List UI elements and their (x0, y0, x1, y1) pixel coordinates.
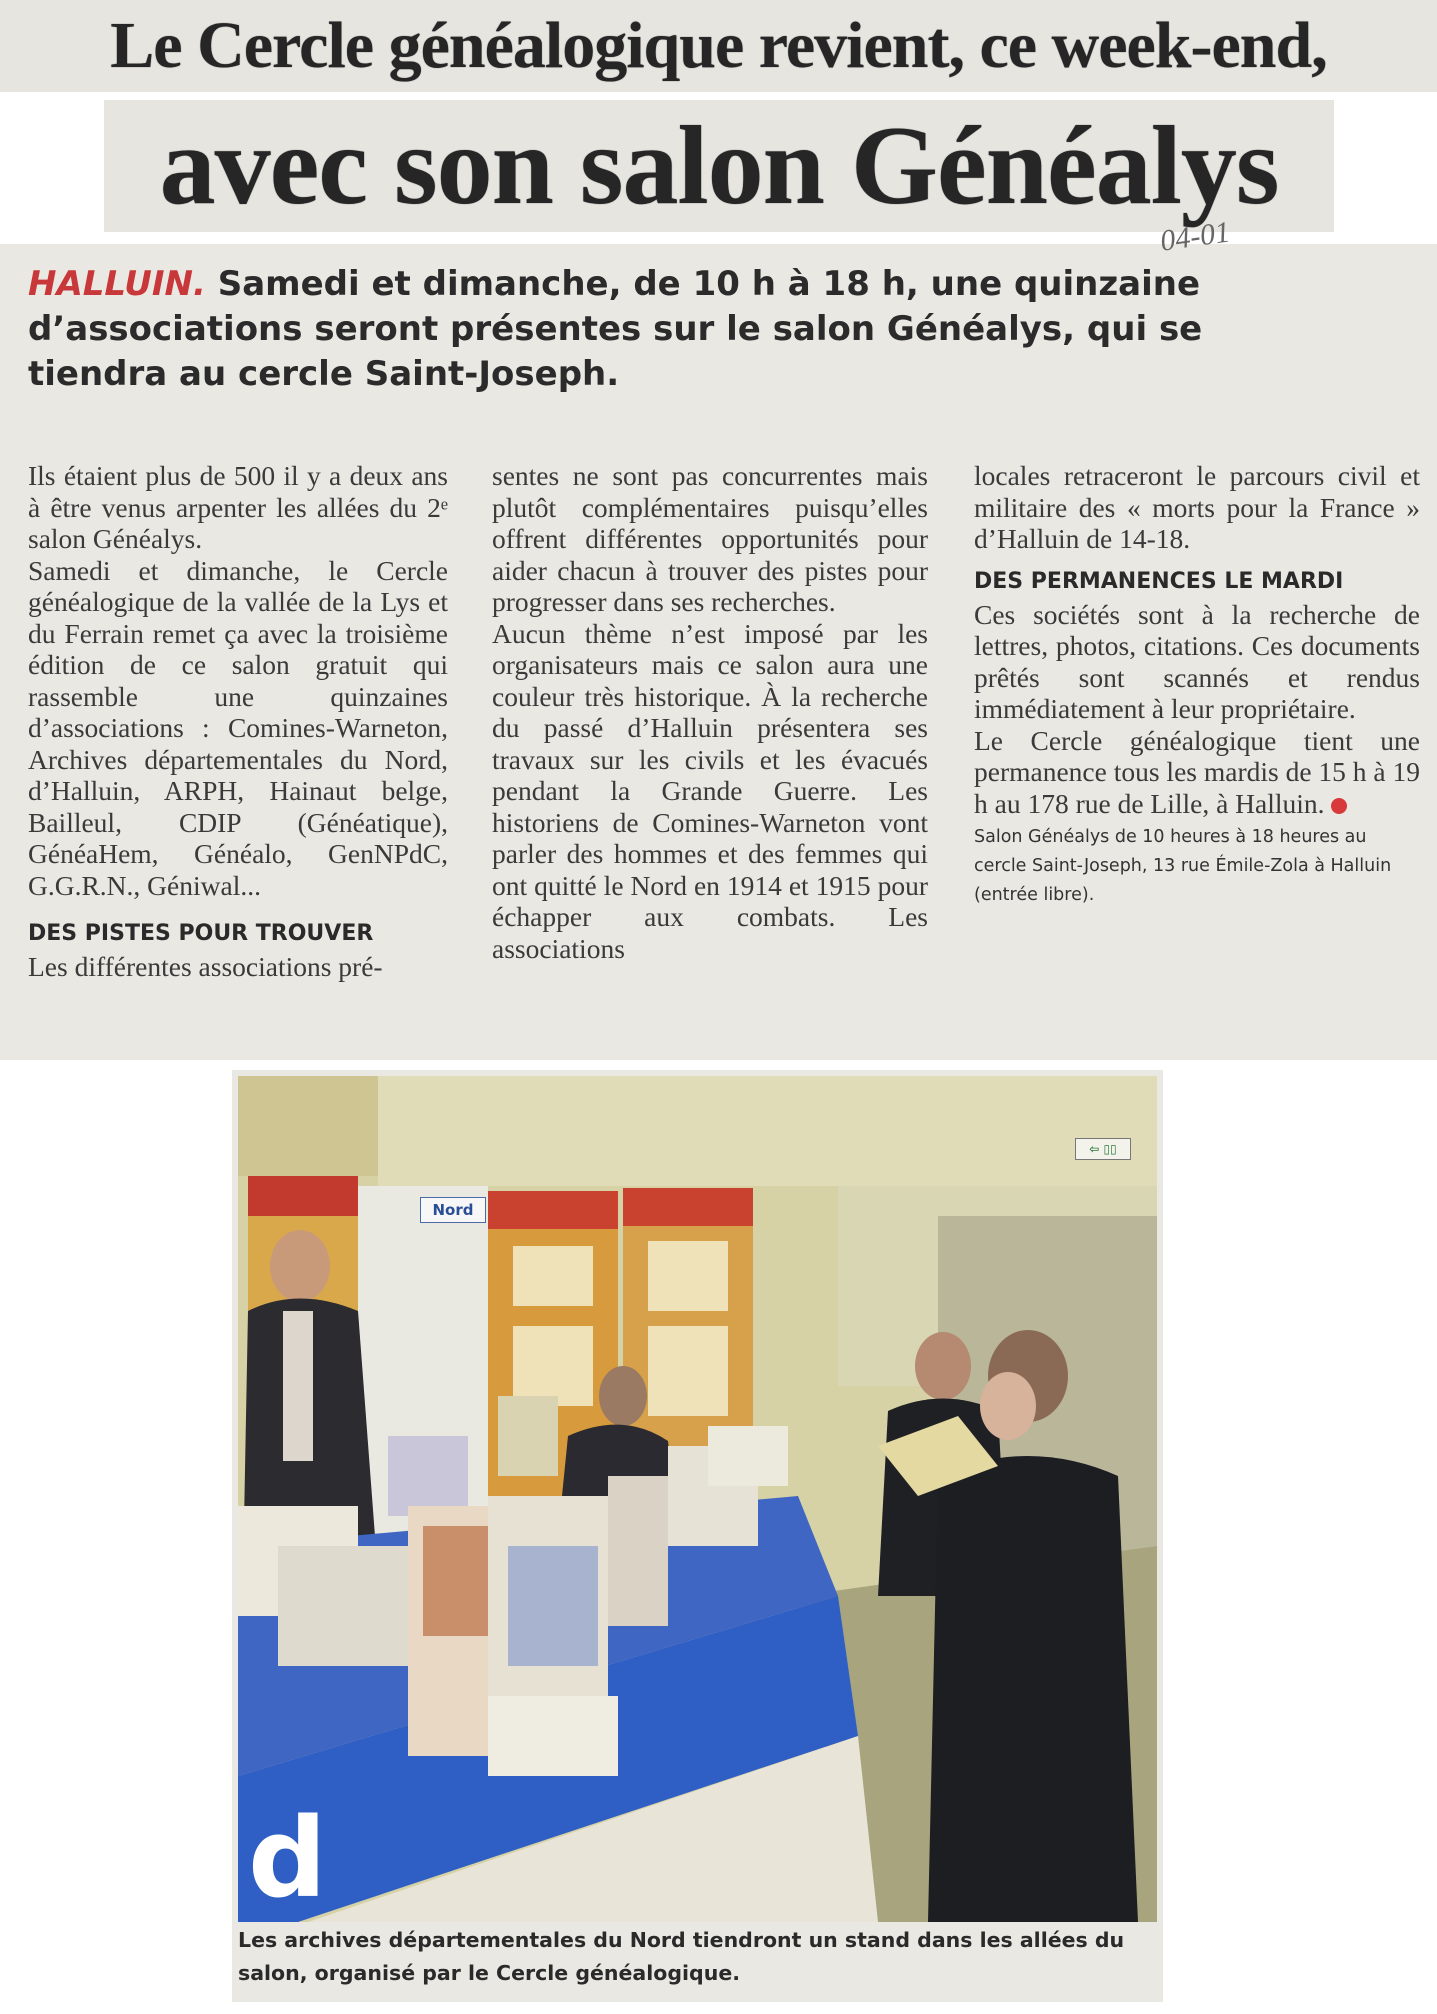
nord-panel-label: Nord (420, 1197, 486, 1223)
practical-info: Salon Généalys de 10 heures à 18 heures au cercle Saint-Joseph, 13 rue Émile-Zola à Halluin (entrée libre). (974, 827, 1392, 905)
paragraph: sentes ne sont pas concurrentes mais plutôt complémentaires puisqu’elles offrent différentes opportunités pour aider chacun à trouver des pistes pour progresser dans ses recherches. (492, 460, 928, 617)
lead-text: Samedi et dimanche, de 10 h à 18 h, une quinzaine d’associations seront présentes sur le salon Généalys, qui se tiendra au cercle Saint-Joseph. (28, 264, 1203, 394)
paragraph: Ils étaient plus de 500 il y a deux ans à être venus arpenter les allées du 2ᵉ salon Généalys. (28, 460, 448, 554)
paragraph: Samedi et dimanche, le Cercle généalogique de la vallée de la Lys et du Ferrain remet ça avec la troisième édition de ce salon gratuit qui rassemble une quinzaines d’associations : Comines-Warneton, Archives départementales du Nord, d’Halluin, ARPH, Hainaut belge, Bailleul, CDIP (Généatique), GénéaHem, Généalo, GenNPdC, G.G.R.N., Géniwal... (28, 554, 448, 901)
paragraph: locales retraceront le parcours civil et militaire des « morts pour la France » d’Halluin de 14-18. (974, 460, 1420, 554)
exit-sign: ⇦ ▯▯ (1075, 1138, 1131, 1160)
photo-illustration (238, 1076, 1157, 1922)
lead-dateline: HALLUIN. (28, 264, 206, 304)
column-3 (974, 460, 1420, 910)
end-mark-dot-icon (1331, 798, 1347, 814)
paragraph: Ces sociétés sont à la recherche de lettres, photos, citations. Ces documents prêtés sont scannés et rendus immédiatement à leur propriétaire. (974, 598, 1420, 724)
headline-line-2: avec son salon Généalys (104, 100, 1334, 232)
paragraph-text: Le Cercle généalogique tient une permanence tous les mardis de 15 h à 19 h au 178 rue de Lille, à Halluin. (974, 724, 1420, 819)
column-2 (492, 460, 928, 964)
article-lead (28, 262, 1208, 397)
paragraph: Aucun thème n’est imposé par les organisateurs mais ce salon aura une couleur très historique. À la recherche du passé d’Halluin présentera ses travaux sur les civils et les évacués pendant la Grande Guerre. Les historiens de Comines-Warneton vont parler des hommes et des femmes qui ont quitté le Nord en 1914 et 1915 pour échapper aux combats. Les associations (492, 617, 928, 964)
svg-text:d: d (248, 1794, 327, 1922)
column-1 (28, 460, 448, 983)
event-photo (238, 1076, 1157, 1922)
paragraph (974, 725, 1420, 820)
paragraph: Les différentes associations pré- (28, 951, 383, 982)
subheading: DES PERMANENCES LE MARDI (974, 568, 1344, 594)
headline-line-1: Le Cercle généalogique revient, ce week-end, (0, 0, 1437, 92)
subheading: DES PISTES POUR TROUVER (28, 921, 374, 946)
photo-caption: Les archives départementales du Nord tiendront un stand dans les allées du salon, organisé par le Cercle généalogique. (238, 1928, 1125, 1985)
handwritten-annotation: 04-01 (1158, 215, 1233, 258)
